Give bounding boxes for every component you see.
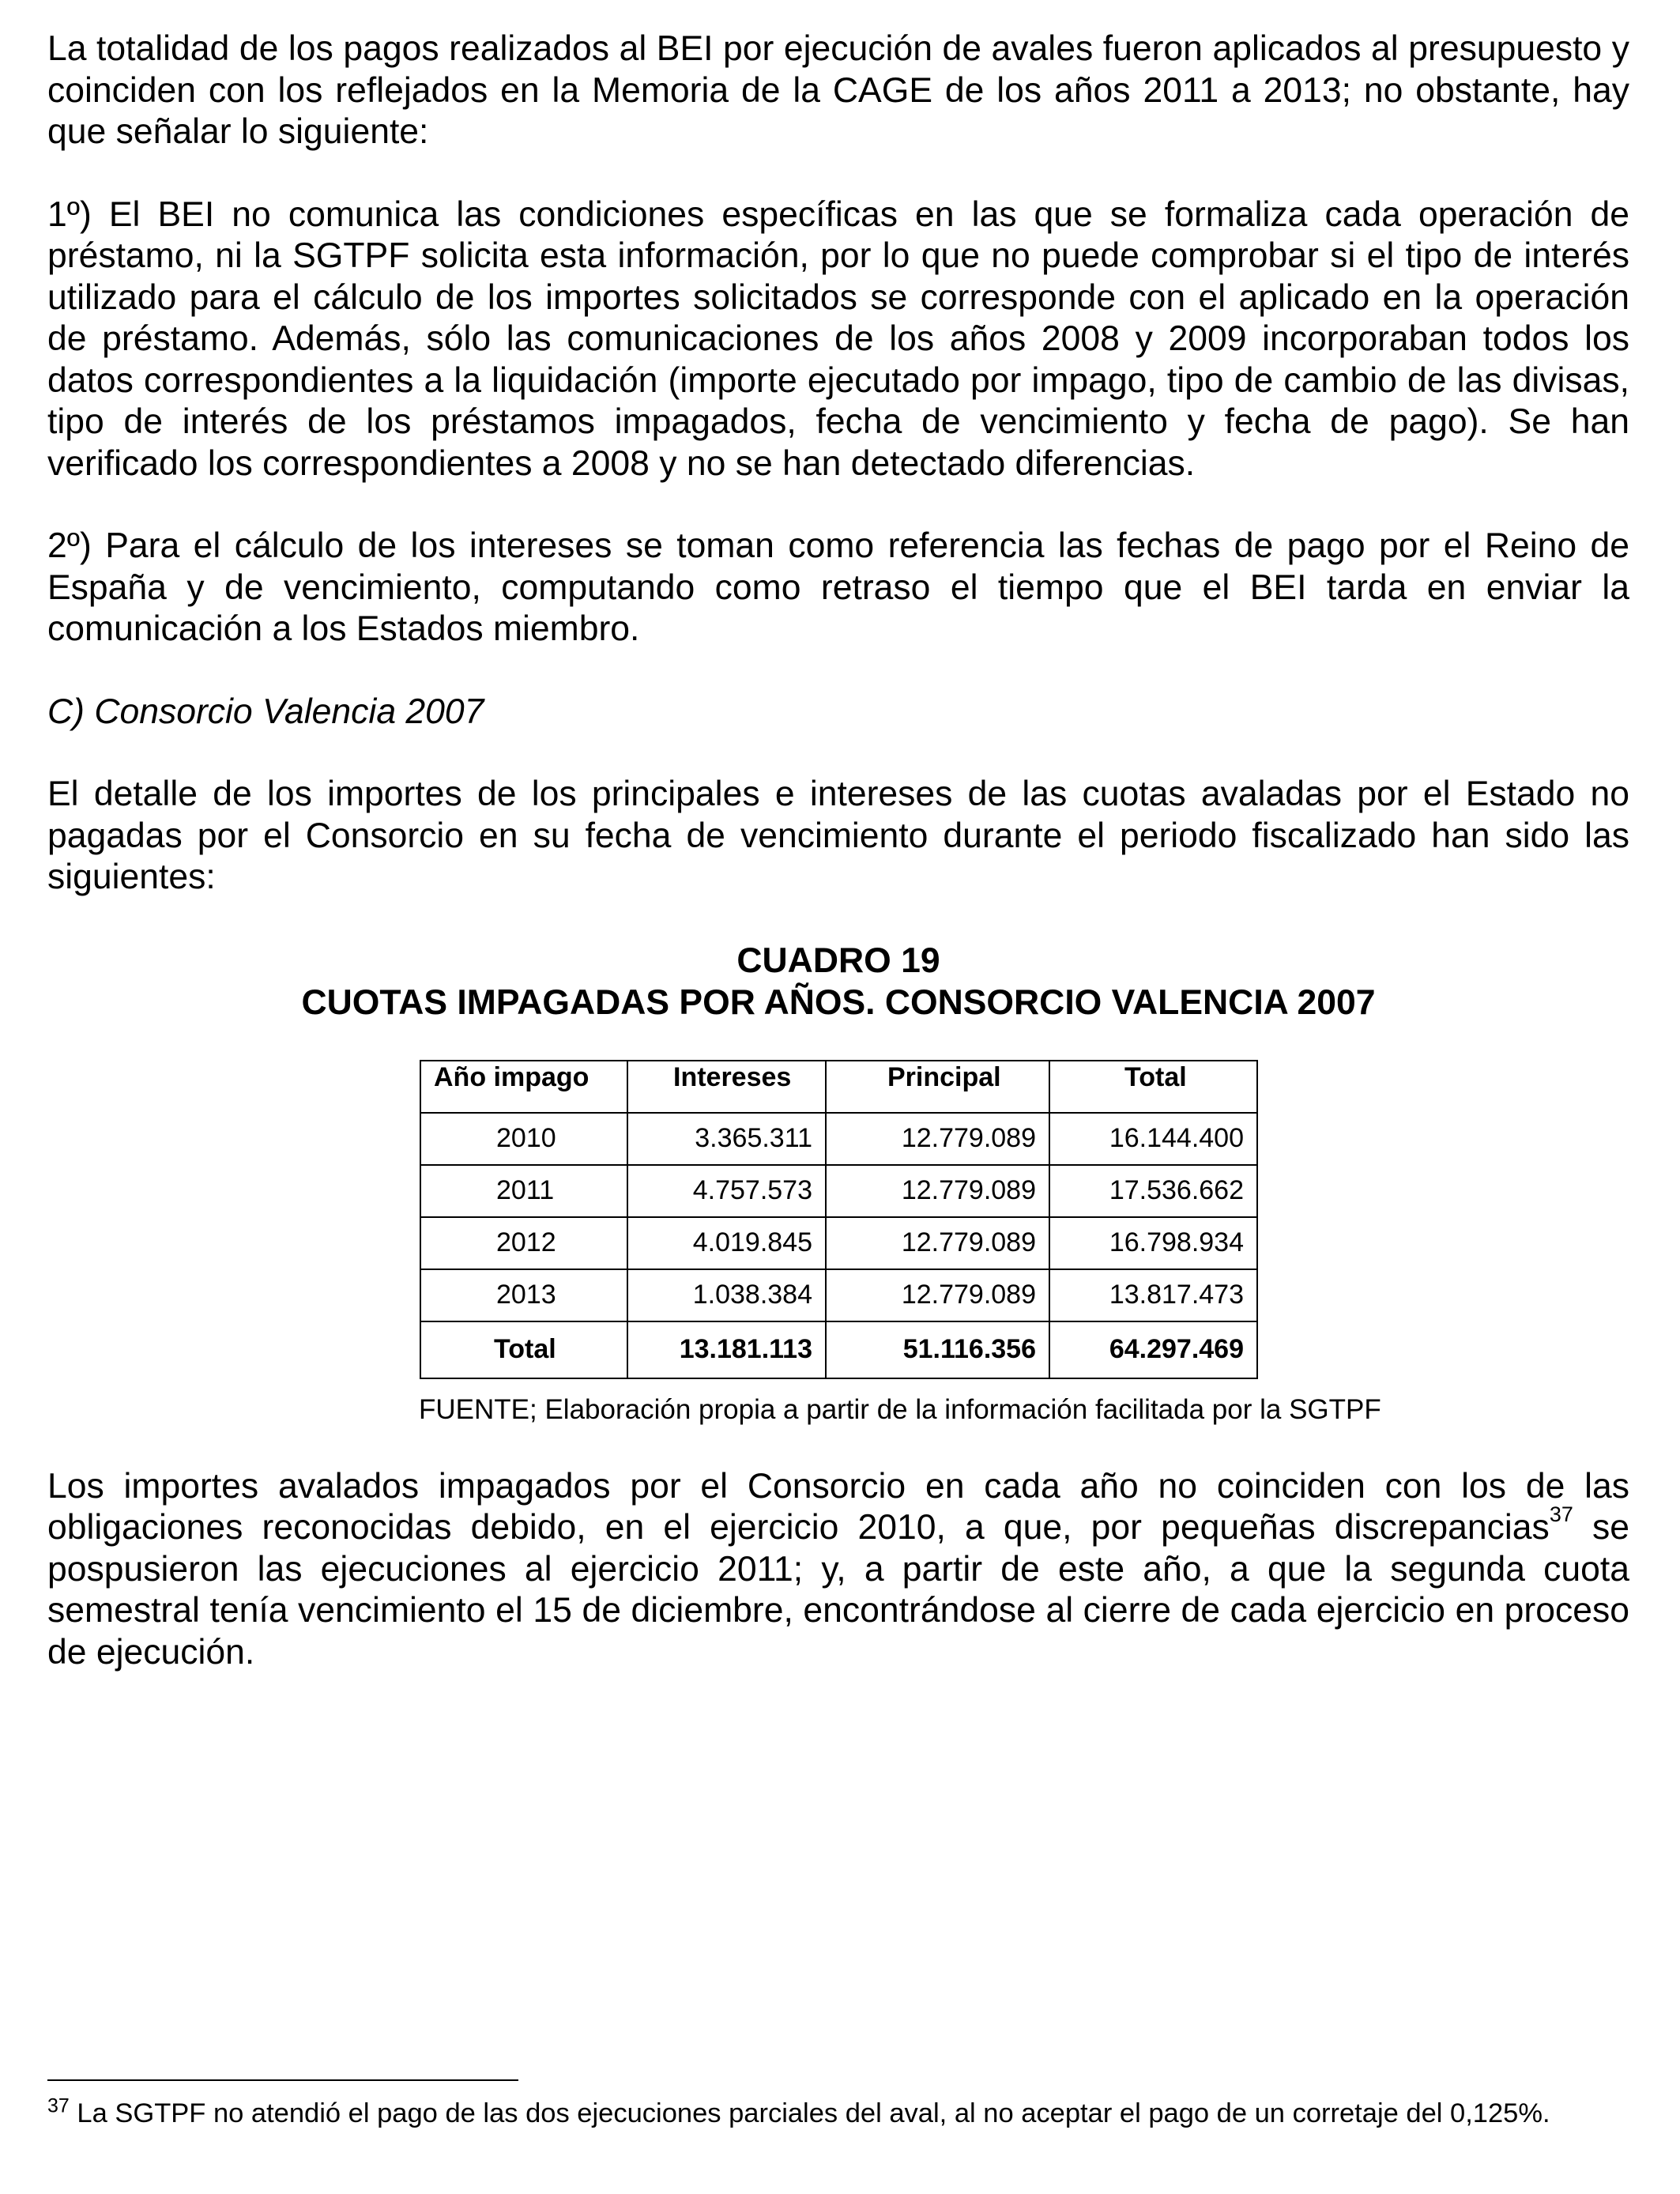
cell-interest: 4.019.845 bbox=[627, 1217, 826, 1269]
table-title-caption: CUOTAS IMPAGADAS POR AÑOS. CONSORCIO VALENCIA 2007 bbox=[301, 982, 1376, 1022]
footnote bbox=[47, 2096, 1629, 2131]
cell-year: 2012 bbox=[420, 1217, 627, 1269]
table-row bbox=[420, 1165, 1257, 1217]
conclusion-text-part2: se pospusieron las ejecuciones al ejercicio 2011; y, a partir de este año, a que la segunda cuota semestral tenía vencimiento el 15 de diciembre, encontrándose al cierre de cada ejercicio en proceso de ejecución. bbox=[47, 1508, 1629, 1672]
footnote-number: 37 bbox=[47, 2094, 70, 2117]
cell-year: 2010 bbox=[420, 1113, 627, 1165]
document-page bbox=[47, 28, 1629, 1673]
cell-interest: 4.757.573 bbox=[627, 1165, 826, 1217]
header-principal: Principal bbox=[826, 1061, 1049, 1113]
cell-total-interest: 13.181.113 bbox=[627, 1321, 826, 1378]
cell-principal: 12.779.089 bbox=[826, 1217, 1049, 1269]
table-total-row bbox=[420, 1321, 1257, 1378]
footnote-reference[interactable]: 37 bbox=[1549, 1502, 1573, 1527]
cell-year: 2011 bbox=[420, 1165, 627, 1217]
table-source-note: FUENTE; Elaboración propia a partir de la información facilitada por la SGTPF bbox=[419, 1393, 1381, 1425]
header-year: Año impago bbox=[420, 1061, 627, 1113]
table-title bbox=[47, 940, 1629, 1023]
cell-total-principal: 51.116.356 bbox=[826, 1321, 1049, 1378]
table-row bbox=[420, 1217, 1257, 1269]
footnote-text: La SGTPF no atendió el pago de las dos ejecuciones parciales del aval, al no aceptar el pago de un corretaje del 0,125%. bbox=[69, 2098, 1550, 2128]
section-heading: C) Consorcio Valencia 2007 bbox=[47, 692, 484, 731]
cell-principal: 12.779.089 bbox=[826, 1269, 1049, 1321]
paragraph-conclusion bbox=[47, 1466, 1629, 1674]
cell-principal: 12.779.089 bbox=[826, 1113, 1049, 1165]
cell-total: 17.536.662 bbox=[1049, 1165, 1257, 1217]
paragraph-intro: La totalidad de los pagos realizados al BEI por ejecución de avales fueron aplicados al presupuesto y coinciden con los reflejados en la Memoria de la CAGE de los años 2011 a 2013; no obstante, hay que señalar lo siguiente: bbox=[47, 29, 1629, 151]
cell-total-label: Total bbox=[420, 1321, 627, 1378]
header-total: Total bbox=[1049, 1061, 1257, 1113]
table-row bbox=[420, 1269, 1257, 1321]
footnote-separator bbox=[47, 2079, 518, 2081]
cell-principal: 12.779.089 bbox=[826, 1165, 1049, 1217]
cell-total-sum: 64.297.469 bbox=[1049, 1321, 1257, 1378]
table-header-row bbox=[420, 1061, 1257, 1113]
table-row bbox=[420, 1113, 1257, 1165]
cell-total: 16.144.400 bbox=[1049, 1113, 1257, 1165]
paragraph-point-1: 1º) El BEI no comunica las condiciones específicas en las que se formaliza cada operación de préstamo, ni la SGTPF solicita esta información, por lo que no puede comprobar si el tipo de interés utilizado para el cálculo de los importes solicitados se corresponde con el aplicado en la operación de préstamo. Además, sólo las comunicaciones de los años 2008 y 2009 incorporaban todos los datos correspondientes a la liquidación (importe ejecutado por impago, tipo de cambio de las divisas, tipo de interés de los préstamos impagados, fecha de vencimiento y fecha de pago). Se han verificado los correspondientes a 2008 y no se han detectado diferencias. bbox=[47, 194, 1629, 483]
cell-total: 13.817.473 bbox=[1049, 1269, 1257, 1321]
cell-total: 16.798.934 bbox=[1049, 1217, 1257, 1269]
header-interest: Intereses bbox=[627, 1061, 826, 1113]
paragraph-point-2: 2º) Para el cálculo de los intereses se toman como referencia las fechas de pago por el Reino de España y de vencimiento, computando como retraso el tiempo que el BEI tarda en enviar la comunicación a los Estados miembro. bbox=[47, 526, 1629, 648]
table-title-number: CUADRO 19 bbox=[736, 941, 940, 980]
cell-year: 2013 bbox=[420, 1269, 627, 1321]
unpaid-installments-table bbox=[420, 1060, 1258, 1379]
cell-interest: 3.365.311 bbox=[627, 1113, 826, 1165]
cell-interest: 1.038.384 bbox=[627, 1269, 826, 1321]
conclusion-text-part1: Los importes avalados impagados por el Consorcio en cada año no coinciden con los de las obligaciones reconocidas debido, en el ejercicio 2010, a que, por pequeñas discrepancias bbox=[47, 1466, 1629, 1547]
paragraph-detail: El detalle de los importes de los principales e intereses de las cuotas avaladas por el Estado no pagadas por el Consorcio en su fecha de vencimiento durante el periodo fiscalizado han sido las siguientes: bbox=[47, 775, 1629, 896]
